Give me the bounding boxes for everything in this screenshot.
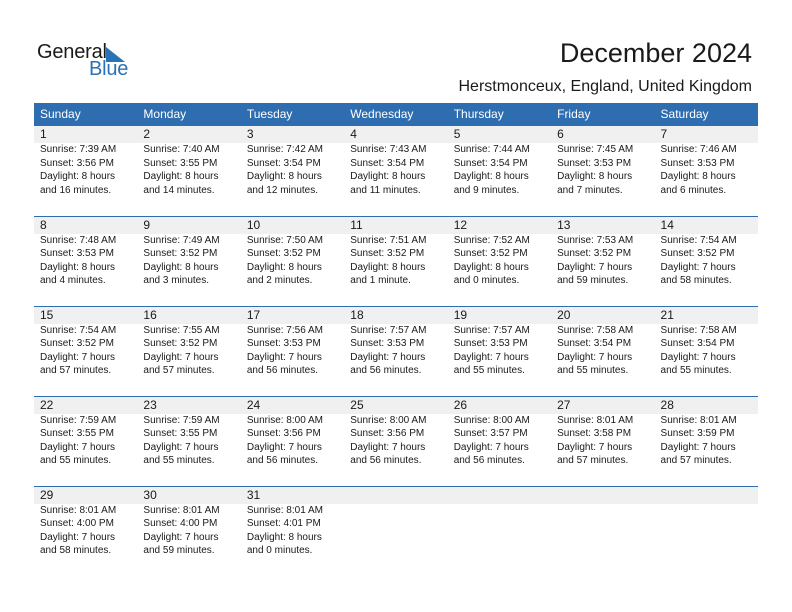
day-sunrise: Sunrise: 7:58 AM: [660, 324, 737, 336]
week-row: [34, 396, 758, 486]
day-sunrise: Sunrise: 7:54 AM: [40, 324, 117, 336]
day-number: 9: [143, 217, 151, 232]
day-cell: [448, 397, 551, 468]
day-daylight2: and 56 minutes.: [453, 455, 525, 466]
day-daylight2: and 7 minutes.: [557, 184, 623, 196]
day-daylight1: Daylight: 7 hours: [143, 531, 219, 543]
weekday-friday: Friday: [557, 107, 591, 121]
weekday-header-row: [34, 103, 758, 126]
day-sunrise: Sunrise: 7:43 AM: [350, 144, 427, 155]
day-sunset: Sunset: 3:55 PM: [143, 428, 218, 439]
day-sunrise: Sunrise: 7:48 AM: [40, 234, 117, 246]
day-cell: [551, 307, 654, 378]
day-daylight2: and 57 minutes.: [557, 455, 629, 466]
day-cell: [241, 126, 344, 197]
day-daylight1: Daylight: 7 hours: [246, 441, 322, 453]
day-daylight2: and 16 minutes.: [40, 184, 112, 196]
day-sunset: Sunset: 3:54 PM: [350, 157, 425, 169]
day-number: 29: [40, 487, 54, 502]
day-number: 18: [350, 307, 364, 322]
day-number: 11: [350, 217, 363, 232]
day-sunset: Sunset: 3:52 PM: [453, 248, 528, 259]
day-sunrise: Sunrise: 7:57 AM: [453, 324, 530, 336]
logo-text-blue: Blue: [89, 58, 129, 80]
day-sunrise: Sunrise: 7:44 AM: [453, 144, 530, 155]
day-daylight2: and 59 minutes.: [557, 275, 629, 286]
day-sunrise: Sunrise: 8:00 AM: [350, 414, 427, 426]
day-sunrise: Sunrise: 7:42 AM: [246, 144, 323, 155]
week-row: [34, 216, 758, 306]
day-number: 16: [143, 307, 157, 322]
day-daylight2: and 57 minutes.: [660, 455, 732, 466]
day-daylight1: Daylight: 8 hours: [453, 261, 529, 273]
day-daylight1: Daylight: 7 hours: [660, 261, 736, 273]
day-cell: [34, 397, 137, 468]
day-sunset: Sunset: 3:53 PM: [557, 157, 632, 169]
day-number: 27: [557, 397, 571, 412]
day-daylight1: Daylight: 8 hours: [246, 261, 322, 273]
day-cell: [551, 126, 654, 197]
day-daylight1: Daylight: 8 hours: [660, 171, 736, 182]
day-daylight1: Daylight: 8 hours: [40, 261, 116, 273]
day-daylight2: and 12 minutes.: [246, 184, 319, 196]
day-daylight1: Daylight: 7 hours: [40, 531, 116, 543]
day-daylight2: and 6 minutes.: [660, 184, 727, 196]
weekday-monday: Monday: [143, 107, 187, 121]
day-cell: [344, 217, 447, 288]
day-daylight2: and 56 minutes.: [350, 455, 422, 466]
weekday-tuesday: Tuesday: [246, 107, 293, 121]
day-sunrise: Sunrise: 7:51 AM: [350, 234, 427, 246]
day-daylight1: Daylight: 7 hours: [350, 441, 426, 453]
day-sunrise: Sunrise: 8:01 AM: [40, 504, 117, 516]
week-row: [34, 126, 758, 216]
day-cell: [551, 217, 654, 288]
day-sunset: Sunset: 3:54 PM: [246, 157, 321, 169]
day-daylight1: Daylight: 8 hours: [246, 171, 322, 182]
day-sunset: Sunset: 3:58 PM: [557, 428, 632, 439]
day-daylight2: and 9 minutes.: [453, 184, 520, 196]
day-sunrise: Sunrise: 7:59 AM: [40, 414, 117, 426]
day-number: 19: [453, 307, 468, 322]
day-sunset: Sunset: 4:00 PM: [40, 518, 114, 529]
day-daylight1: Daylight: 7 hours: [557, 441, 633, 453]
weekday-thursday: Thursday: [453, 107, 504, 121]
day-daylight2: and 58 minutes.: [40, 545, 112, 556]
day-number: 13: [557, 217, 571, 232]
day-daylight2: and 58 minutes.: [660, 275, 732, 286]
day-daylight2: and 55 minutes.: [143, 455, 215, 466]
day-cell: [551, 397, 654, 468]
day-number: 10: [246, 217, 261, 232]
day-daylight1: Daylight: 7 hours: [246, 351, 322, 363]
day-number: 24: [246, 397, 261, 412]
week-row: [34, 486, 758, 576]
day-daylight2: and 55 minutes.: [453, 365, 525, 376]
day-sunrise: Sunrise: 7:59 AM: [143, 414, 220, 426]
day-daylight2: and 4 minutes.: [40, 275, 106, 286]
day-number: 30: [143, 487, 157, 502]
day-daylight2: and 11 minutes.: [350, 184, 421, 196]
day-daylight2: and 14 minutes.: [143, 184, 215, 196]
location-subtitle: Herstmonceux, England, United Kingdom: [458, 78, 752, 95]
day-cell: [137, 307, 240, 378]
day-daylight1: Daylight: 7 hours: [660, 441, 736, 453]
day-sunset: Sunset: 3:54 PM: [557, 338, 632, 349]
day-sunrise: Sunrise: 8:01 AM: [660, 414, 737, 426]
day-cell: [137, 217, 240, 288]
day-daylight1: Daylight: 7 hours: [660, 351, 736, 363]
day-daylight2: and 55 minutes.: [660, 365, 732, 376]
day-cell: [137, 397, 240, 468]
day-cell: [655, 126, 758, 197]
day-daylight2: and 0 minutes.: [453, 275, 520, 286]
day-daylight1: Daylight: 8 hours: [557, 171, 633, 182]
day-number: 14: [660, 217, 674, 232]
day-cell: [34, 307, 137, 378]
day-number: 8: [40, 217, 47, 232]
day-daylight2: and 0 minutes.: [246, 545, 313, 556]
logo-text-general: General: [37, 41, 107, 63]
day-daylight2: and 56 minutes.: [246, 455, 319, 466]
day-daylight2: and 1 minute.: [350, 275, 411, 286]
day-sunrise: Sunrise: 8:01 AM: [143, 504, 220, 516]
day-sunset: Sunset: 3:52 PM: [143, 338, 218, 349]
day-sunset: Sunset: 3:52 PM: [246, 248, 321, 259]
day-cell: [655, 217, 758, 288]
day-sunset: Sunset: 4:00 PM: [143, 518, 218, 529]
day-cell: [34, 217, 137, 288]
calendar-grid: [34, 103, 758, 576]
day-daylight1: Daylight: 8 hours: [143, 261, 219, 273]
day-sunrise: Sunrise: 8:01 AM: [557, 414, 634, 426]
day-daylight1: Daylight: 8 hours: [40, 171, 116, 182]
week-row: [34, 306, 758, 396]
day-number: 26: [453, 397, 468, 412]
day-cell: [241, 217, 344, 288]
day-number: 20: [557, 307, 571, 322]
day-sunset: Sunset: 3:52 PM: [143, 248, 218, 259]
day-sunrise: Sunrise: 7:52 AM: [453, 234, 530, 246]
day-cell: [448, 217, 551, 288]
day-number: 1: [40, 127, 47, 141]
day-daylight1: Daylight: 8 hours: [350, 261, 426, 273]
day-number: 4: [350, 127, 357, 141]
day-daylight2: and 2 minutes.: [246, 275, 313, 286]
day-sunrise: Sunrise: 7:53 AM: [557, 234, 634, 246]
day-daylight2: and 57 minutes.: [40, 365, 112, 376]
day-daylight2: and 55 minutes.: [557, 365, 629, 376]
day-sunrise: Sunrise: 7:50 AM: [246, 234, 323, 246]
day-sunrise: Sunrise: 8:01 AM: [246, 504, 323, 516]
day-number: 2: [143, 127, 151, 141]
page-title: December 2024: [559, 38, 752, 68]
day-cell: [344, 126, 447, 197]
day-sunset: Sunset: 3:56 PM: [40, 157, 114, 169]
day-sunset: Sunset: 3:57 PM: [453, 428, 528, 439]
day-daylight1: Daylight: 8 hours: [246, 531, 322, 543]
day-sunset: Sunset: 3:59 PM: [660, 428, 735, 439]
day-daylight2: and 57 minutes.: [143, 365, 215, 376]
day-cell: [448, 126, 551, 197]
day-number: 7: [660, 127, 668, 141]
day-daylight2: and 56 minutes.: [246, 365, 319, 376]
day-sunset: Sunset: 3:53 PM: [246, 338, 321, 349]
day-sunrise: Sunrise: 7:45 AM: [557, 144, 634, 155]
day-daylight1: Daylight: 7 hours: [557, 351, 633, 363]
day-sunrise: Sunrise: 7:57 AM: [350, 324, 427, 336]
day-sunset: Sunset: 3:53 PM: [40, 248, 114, 259]
day-sunset: Sunset: 3:52 PM: [350, 248, 425, 259]
day-daylight2: and 3 minutes.: [143, 275, 210, 286]
day-cell: [241, 397, 344, 468]
day-cell: [344, 397, 447, 468]
day-daylight1: Daylight: 8 hours: [350, 171, 426, 182]
day-cell: [344, 307, 447, 378]
day-sunset: Sunset: 4:01 PM: [246, 518, 321, 529]
day-number: 25: [350, 397, 364, 412]
day-cell: [655, 397, 758, 468]
day-daylight1: Daylight: 7 hours: [453, 441, 529, 453]
day-sunrise: Sunrise: 7:39 AM: [40, 144, 117, 155]
day-cell: [137, 126, 240, 197]
day-daylight2: and 56 minutes.: [350, 365, 422, 376]
day-cell: [34, 126, 137, 197]
day-sunset: Sunset: 3:52 PM: [557, 248, 632, 259]
day-sunset: Sunset: 3:52 PM: [660, 248, 735, 259]
day-sunset: Sunset: 3:54 PM: [660, 338, 735, 349]
day-daylight1: Daylight: 7 hours: [40, 351, 116, 363]
day-sunset: Sunset: 3:53 PM: [660, 157, 735, 169]
day-sunset: Sunset: 3:56 PM: [350, 428, 425, 439]
weekday-sunday: Sunday: [40, 107, 81, 121]
day-sunset: Sunset: 3:55 PM: [40, 428, 114, 439]
day-sunrise: Sunrise: 7:58 AM: [557, 324, 634, 336]
day-sunset: Sunset: 3:52 PM: [40, 338, 114, 349]
day-sunrise: Sunrise: 8:00 AM: [246, 414, 323, 426]
day-daylight1: Daylight: 7 hours: [453, 351, 529, 363]
day-sunset: Sunset: 3:54 PM: [453, 157, 528, 169]
day-cell: [137, 487, 240, 558]
day-sunrise: Sunrise: 7:40 AM: [143, 144, 220, 155]
day-number: 17: [246, 307, 261, 322]
weekday-saturday: Saturday: [660, 107, 709, 121]
day-number: 3: [246, 127, 254, 141]
day-cell: [34, 487, 137, 558]
day-number: 5: [453, 127, 461, 141]
day-daylight1: Daylight: 7 hours: [143, 441, 219, 453]
weeks-container: [34, 126, 758, 576]
day-number: 23: [143, 397, 157, 412]
day-cell: [241, 487, 344, 558]
day-number: 15: [40, 307, 54, 322]
day-sunrise: Sunrise: 7:49 AM: [143, 234, 220, 246]
day-cell: [241, 307, 344, 378]
day-number: 28: [660, 397, 674, 412]
day-sunrise: Sunrise: 8:00 AM: [453, 414, 530, 426]
day-number: 21: [660, 307, 674, 322]
day-sunset: Sunset: 3:56 PM: [246, 428, 321, 439]
day-sunrise: Sunrise: 7:55 AM: [143, 324, 220, 336]
day-cell: [448, 307, 551, 378]
day-daylight1: Daylight: 7 hours: [557, 261, 633, 273]
day-sunrise: Sunrise: 7:54 AM: [660, 234, 737, 246]
day-sunset: Sunset: 3:53 PM: [453, 338, 528, 349]
day-daylight2: and 59 minutes.: [143, 545, 215, 556]
day-daylight1: Daylight: 7 hours: [143, 351, 219, 363]
day-sunset: Sunset: 3:55 PM: [143, 157, 218, 169]
day-daylight2: and 55 minutes.: [40, 455, 112, 466]
day-number: 12: [453, 217, 468, 232]
day-sunrise: Sunrise: 7:46 AM: [660, 144, 737, 155]
day-daylight1: Daylight: 8 hours: [453, 171, 529, 182]
day-number: 6: [557, 127, 564, 141]
day-daylight1: Daylight: 8 hours: [143, 171, 219, 182]
day-daylight1: Daylight: 7 hours: [40, 441, 116, 453]
weekday-wednesday: Wednesday: [350, 107, 414, 121]
day-sunrise: Sunrise: 7:56 AM: [246, 324, 323, 336]
day-daylight1: Daylight: 7 hours: [350, 351, 426, 363]
day-number: 22: [40, 397, 54, 412]
day-cell: [655, 307, 758, 378]
day-number: 31: [246, 487, 261, 502]
day-sunset: Sunset: 3:53 PM: [350, 338, 425, 349]
generalblue-logo: [37, 41, 137, 81]
